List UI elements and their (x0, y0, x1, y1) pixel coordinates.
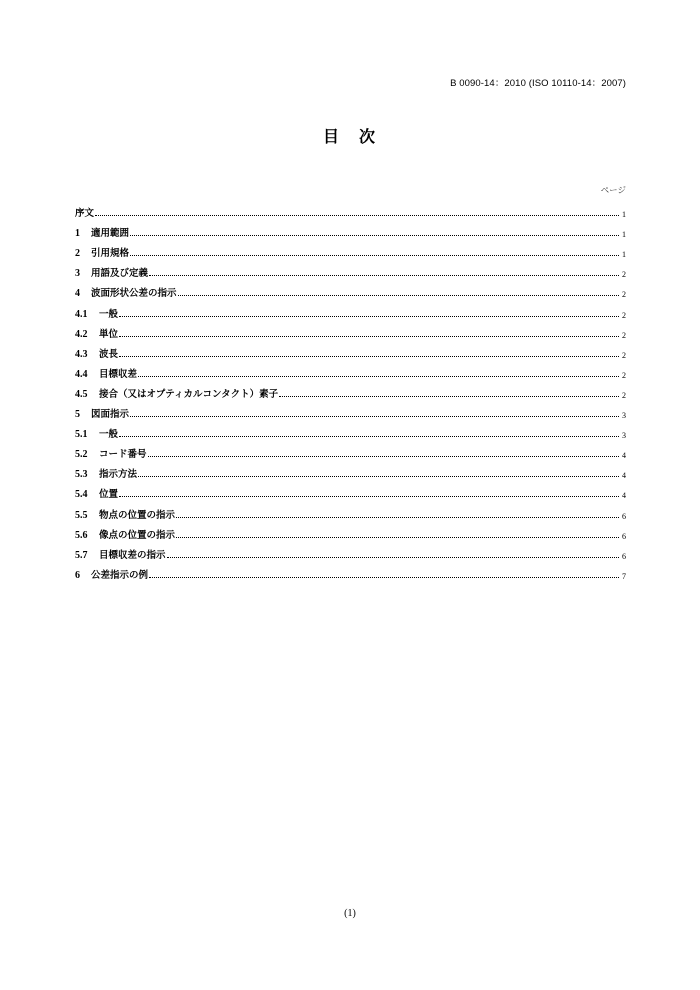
toc-entry-page: 6 (622, 511, 626, 521)
toc-entry-title: 目標収差 (99, 368, 138, 380)
toc-entry-title: 波面形状公差の指示 (91, 288, 177, 300)
toc-entry-page: 1 (622, 250, 626, 260)
toc-dot-leader (149, 576, 619, 578)
toc-entry-number: 5.1 (75, 429, 88, 441)
toc-entry-page: 1 (622, 210, 626, 220)
toc-entry (75, 219, 626, 239)
toc-dot-leader (279, 395, 619, 397)
toc-entry-title: 位置 (99, 489, 119, 501)
toc-entry-page: 2 (622, 270, 626, 280)
toc-entry-number: 5.5 (75, 509, 88, 521)
toc-dot-leader (119, 435, 619, 437)
toc-entry-number: 5.4 (75, 489, 88, 501)
toc-entry-page: 2 (622, 350, 626, 360)
toc-entry-number: 3 (75, 268, 80, 280)
toc-entry-page: 2 (622, 390, 626, 400)
toc-entry (75, 320, 626, 340)
toc-entry-number: 6 (75, 569, 80, 581)
toc-entry-page: 4 (622, 471, 626, 481)
toc-dot-leader (119, 495, 619, 497)
toc-dot-leader (176, 536, 619, 538)
toc-entry (75, 521, 626, 541)
page-column-label: ページ (600, 186, 626, 196)
toc-dot-leader (176, 516, 619, 518)
toc-entry-number: 1 (75, 228, 80, 240)
document-number: B 0090-14：2010 (ISO 10110-14：2007) (450, 78, 626, 89)
toc-dot-leader (138, 475, 619, 477)
toc-dot-leader (130, 254, 619, 256)
toc-entry-page: 3 (622, 411, 626, 421)
toc-entry (75, 360, 626, 380)
toc-dot-leader (130, 234, 619, 236)
toc-entry (75, 279, 626, 299)
toc-entry-number: 4.4 (75, 368, 88, 380)
toc-entry (75, 259, 626, 279)
toc-entry-number: 5.2 (75, 449, 88, 461)
toc-entry-title: 一般 (99, 308, 119, 320)
toc-entry-title: 像点の位置の指示 (99, 529, 176, 541)
toc-entry-page: 4 (622, 491, 626, 501)
toc-entry-title: 図面指示 (91, 409, 130, 421)
toc-dot-leader (148, 455, 619, 457)
toc-entry-page: 2 (622, 310, 626, 320)
table-of-contents (75, 199, 626, 581)
toc-entry-title: 公差指示の例 (91, 569, 149, 581)
toc-entry-title: 物点の位置の指示 (99, 509, 176, 521)
toc-entry-number: 4.2 (75, 328, 88, 340)
toc-entry-title: 序文 (75, 208, 95, 220)
toc-entry-number: 5.6 (75, 529, 88, 541)
toc-entry-title: 引用規格 (91, 248, 130, 260)
toc-entry-page: 7 (622, 571, 626, 581)
toc-entry-title: 一般 (99, 429, 119, 441)
toc-entry (75, 480, 626, 500)
toc-dot-leader (119, 315, 619, 317)
toc-entry-title: 用語及び定義 (91, 268, 149, 280)
toc-entry-page: 6 (622, 531, 626, 541)
toc-entry (75, 199, 626, 219)
toc-entry-title: 目標収差の指示 (99, 549, 166, 561)
toc-dot-leader (119, 355, 619, 357)
toc-dot-leader (138, 375, 619, 377)
toc-entry-number: 4.1 (75, 308, 88, 320)
toc-entry-number: 2 (75, 248, 80, 260)
toc-entry-number: 5.7 (75, 549, 88, 561)
toc-entry-title: コード番号 (99, 449, 147, 461)
toc-entry-title: 波長 (99, 348, 119, 360)
toc-entry-number: 4.3 (75, 348, 88, 360)
toc-entry-page: 4 (622, 451, 626, 461)
toc-entry (75, 380, 626, 400)
toc-dot-leader (178, 294, 619, 296)
toc-entry-title: 単位 (99, 328, 119, 340)
toc-entry-number: 4 (75, 288, 80, 300)
toc-entry-page: 3 (622, 431, 626, 441)
toc-entry (75, 400, 626, 420)
toc-entry-number: 5 (75, 409, 80, 421)
toc-entry-title: 適用範囲 (91, 228, 130, 240)
toc-entry (75, 561, 626, 581)
toc-dot-leader (149, 274, 619, 276)
toc-dot-leader (130, 415, 619, 417)
toc-entry-page: 6 (622, 551, 626, 561)
toc-entry (75, 500, 626, 520)
toc-entry (75, 440, 626, 460)
toc-entry-title: 指示方法 (99, 469, 138, 481)
toc-entry-page: 2 (622, 290, 626, 300)
toc-entry-page: 2 (622, 370, 626, 380)
page-folio: (1) (344, 908, 356, 919)
page-title: 目 次 (322, 127, 377, 146)
toc-entry-page: 1 (622, 230, 626, 240)
toc-entry-number: 4.5 (75, 388, 88, 400)
toc-entry (75, 299, 626, 319)
toc-entry (75, 340, 626, 360)
toc-entry (75, 239, 626, 259)
toc-entry-number: 5.3 (75, 469, 88, 481)
toc-dot-leader (95, 214, 619, 216)
toc-dot-leader (167, 556, 619, 558)
toc-entry (75, 460, 626, 480)
toc-entry-title: 接合（又はオプティカルコンタクト）素子 (99, 388, 279, 400)
toc-entry (75, 541, 626, 561)
toc-dot-leader (119, 335, 619, 337)
toc-entry-page: 2 (622, 330, 626, 340)
toc-entry (75, 420, 626, 440)
